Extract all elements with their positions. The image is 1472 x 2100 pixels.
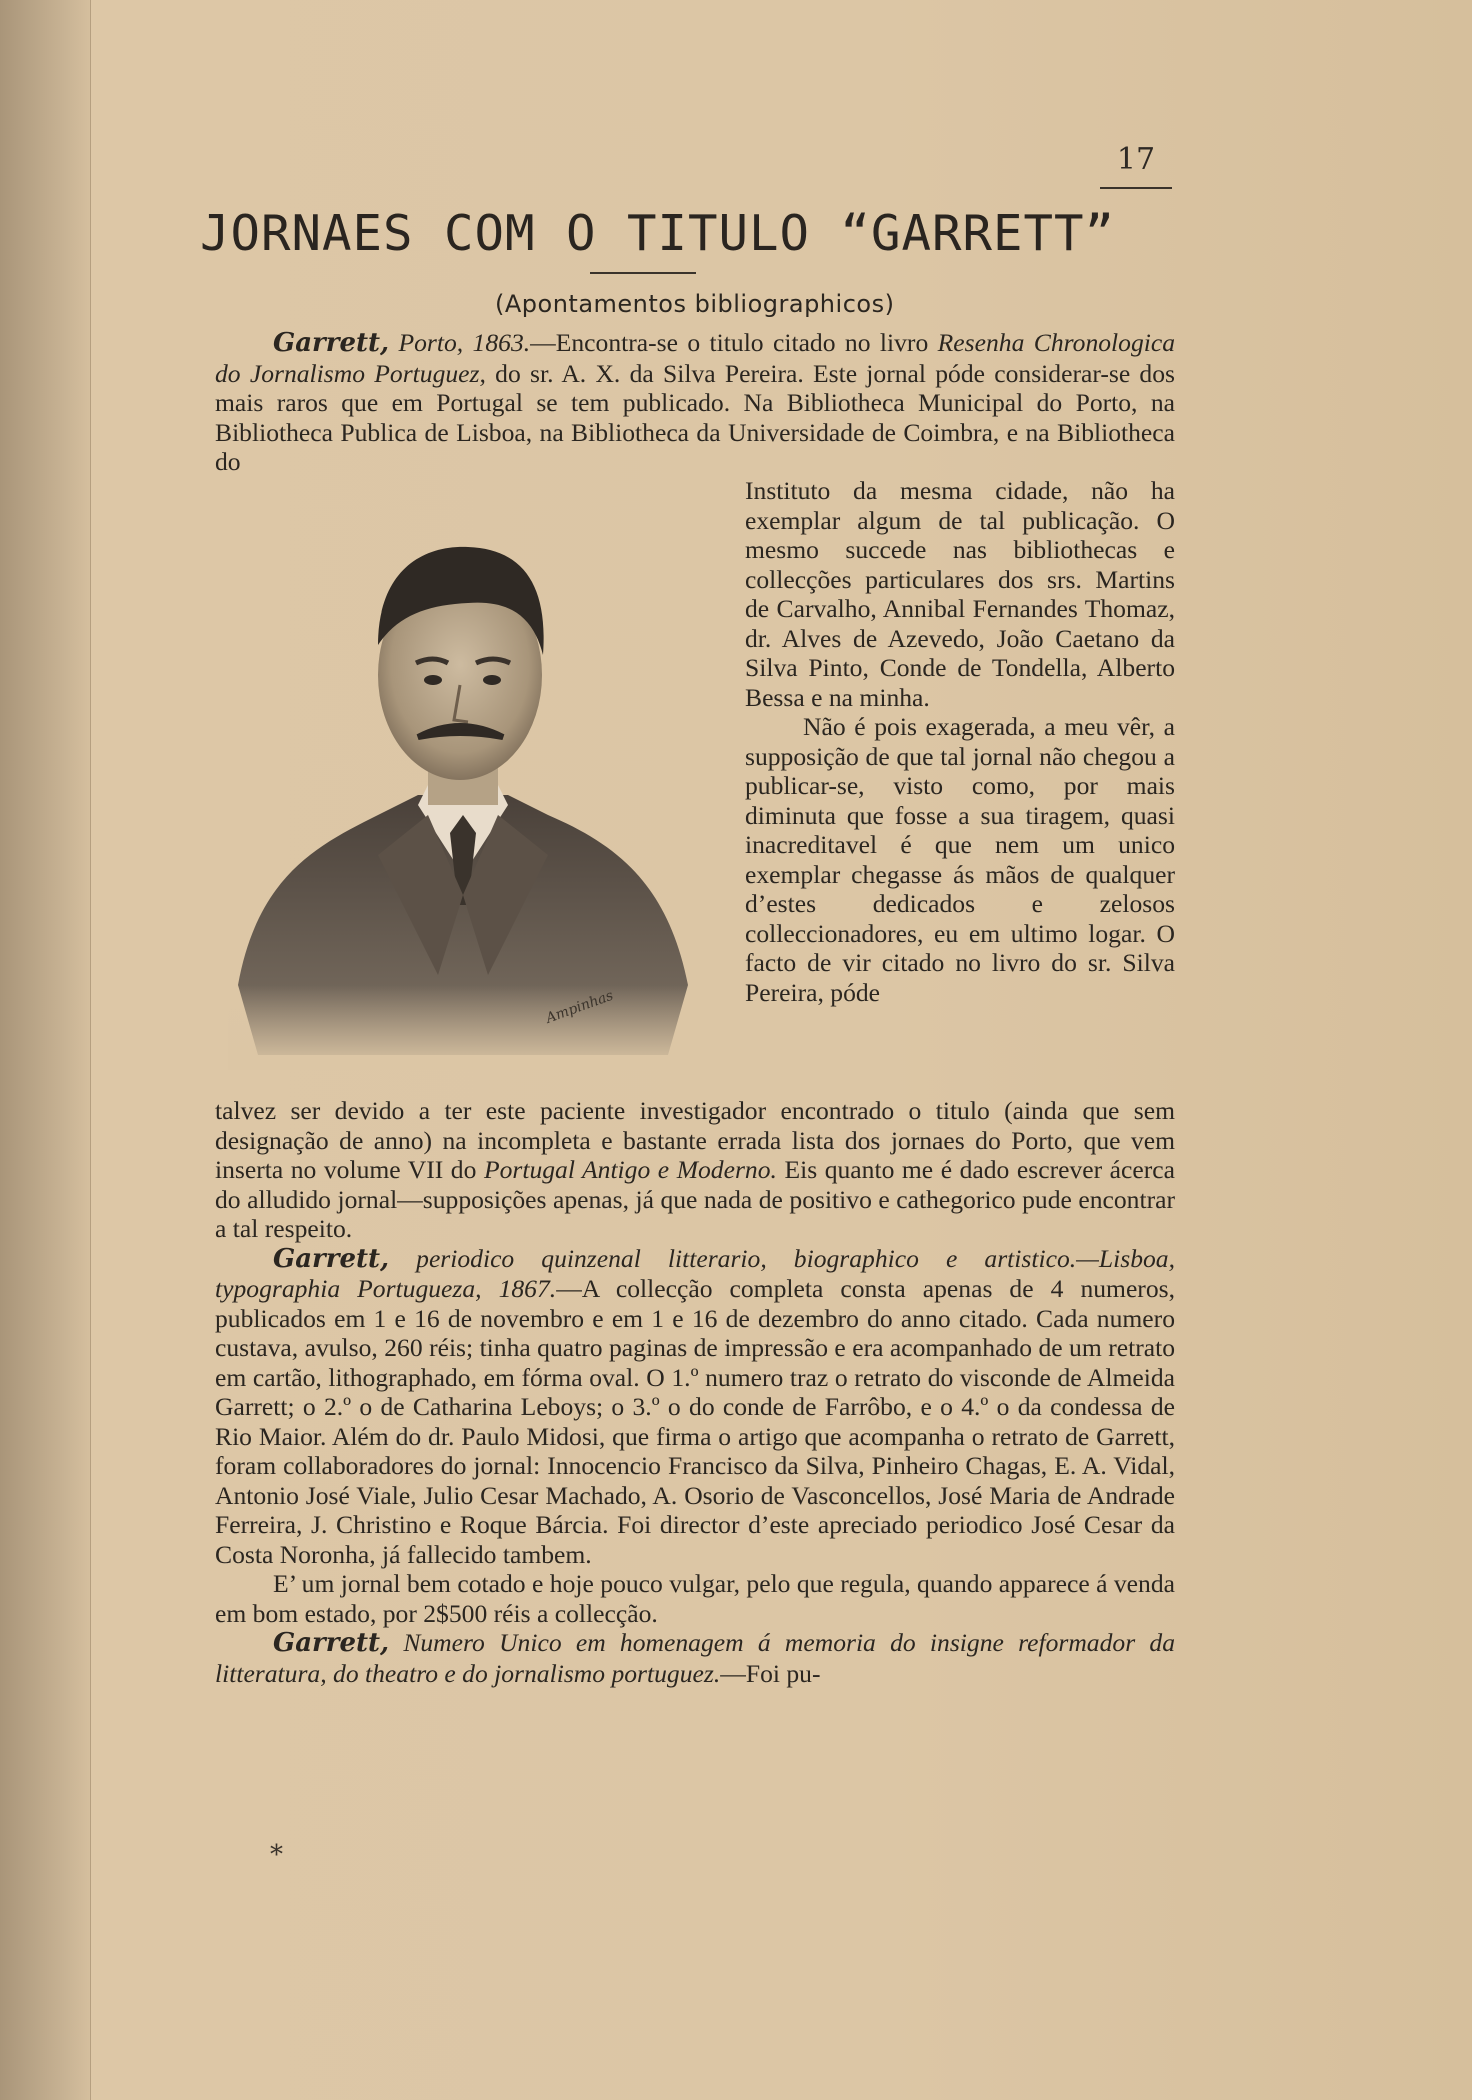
page-subtitle: (Apontamentos bibliographicos): [495, 290, 895, 318]
page-number-rule: [1100, 187, 1172, 189]
title-rule: [590, 272, 696, 274]
entry1-place: Porto, 1863.: [398, 328, 531, 357]
entry1-head: Garrett,: [273, 328, 390, 358]
entry1-lead: —Encontra-se o titulo citado no livro: [530, 328, 929, 357]
entry1-intro: [215, 328, 1175, 477]
entry1-rest: do sr. A. X. da Silva Pereira. Este jornal póde considerar-se dos mais raros que em Portugal se tem publicado. Na Bibliotheca Municipal do Porto, na Bibliotheca Publica de Lisboa, na Bibliotheca da Universidade de Coimbra, e na Bibliotheca do: [215, 358, 1175, 476]
entry2-para2: E’ um jornal bem cotado e hoje pouco vulgar, pelo que regula, quando apparece á venda em bom estado, por 2$500 réis a collecção.: [215, 1569, 1175, 1628]
entry3-desc: Numero Unico em homenagem á memoria do insigne reformador da litteratura, do theatro e do jornalismo portuguez.: [215, 1628, 1175, 1688]
entry1-tail-pre: talvez ser devido a ter este paciente investigador encontrado o titulo (ainda que sem designação de anno) na incompleta e bastante errada lista dos jornaes do Porto, que vem inserta no volume VII do: [215, 1096, 1175, 1184]
portrait-signature: Ampinhas: [543, 987, 616, 1027]
entry2-head: Garrett,: [273, 1243, 390, 1274]
entry2-text: —A collecção completa consta apenas de 4 numeros, publicados em 1 e 16 de novembro e em 1 e 16 de dezembro do anno citado. Cada numero custava, avulso, 260 réis; tinha quatro paginas de impressão e era acompanhado de um retrato em cartão, lithographado, em fórma oval. O 1.º numero traz o retrato do visconde de Almeida Garrett; o 2.º o de Catharina Leboys; o 3.º o do conde de Farrôbo, e o 4.º o da condessa de Rio Maior. Além do dr. Paulo Midosi, que firma o artigo que acompanha o retrato de Garrett, foram collaboradores do jornal: Innocencio Francisco da Silva, Pinheiro Chagas, E. A. Vidal, Antonio José Viale, Julio Cesar Machado, A. Osorio de Vasconcellos, José Maria de Andrade Ferreira, J. Christino e Roque Bárcia. Foi director d’este apreciado periodico José Cesar da Costa Noronha, já fallecido tambem.: [215, 1274, 1175, 1569]
entry2-desc: periodico quinzenal litterario, biographico e artistico.—Lisboa, typographia Portugueza, 1867.: [215, 1243, 1175, 1303]
entry1-book: Resenha Chronologica do Jornalismo Portuguez,: [215, 328, 1176, 388]
entry3-text: —Foi pu-: [720, 1658, 821, 1688]
eye-right: [483, 675, 501, 685]
entry-continuation: [215, 1096, 1175, 1688]
portrait-illustration: [228, 515, 698, 1070]
entry1-column: [745, 476, 1175, 1007]
eye-left: [424, 675, 442, 685]
page-number: 17: [1116, 142, 1156, 177]
page-title: JORNAES COM O TITULO “GARRETT”: [200, 205, 1116, 262]
entry1-col-para2: Não é pois exagerada, a meu vêr, a supposição de que tal jornal não chegou a publicar-se, visto como, por mais diminuta que fosse a sua tiragem, quasi inacreditavel é que nem um unico exemplar chegasse ás mãos de qualquer d’estes dedicados e zelosos colleccionadores, eu em ultimo logar. O facto de vir citado no livro do sr. Silva Pereira, póde: [745, 712, 1175, 1007]
entry1-tail-post: Eis quanto me é dado escrever ácerca do alludido jornal—supposições apenas, já que nada de positivo e cathegorico pude encontrar a tal respeito.: [215, 1155, 1175, 1243]
book-spine: [0, 0, 91, 2100]
signature-mark: *: [270, 1840, 283, 1870]
entry1-tail-book: Portugal Antigo e Moderno.: [483, 1155, 777, 1184]
entry1-col-para: Instituto da mesma cidade, não ha exemplar algum de tal publicação. O mesmo succede nas bibliothecas e collecções particulares dos srs. Martins de Carvalho, Annibal Fernandes Thomaz, dr. Alves de Azevedo, João Caetano da Silva Pinto, Conde de Tondella, Alberto Bessa e na minha.: [745, 476, 1175, 712]
portrait-fade: [228, 985, 698, 1070]
entry3-head: Garrett,: [273, 1628, 390, 1658]
